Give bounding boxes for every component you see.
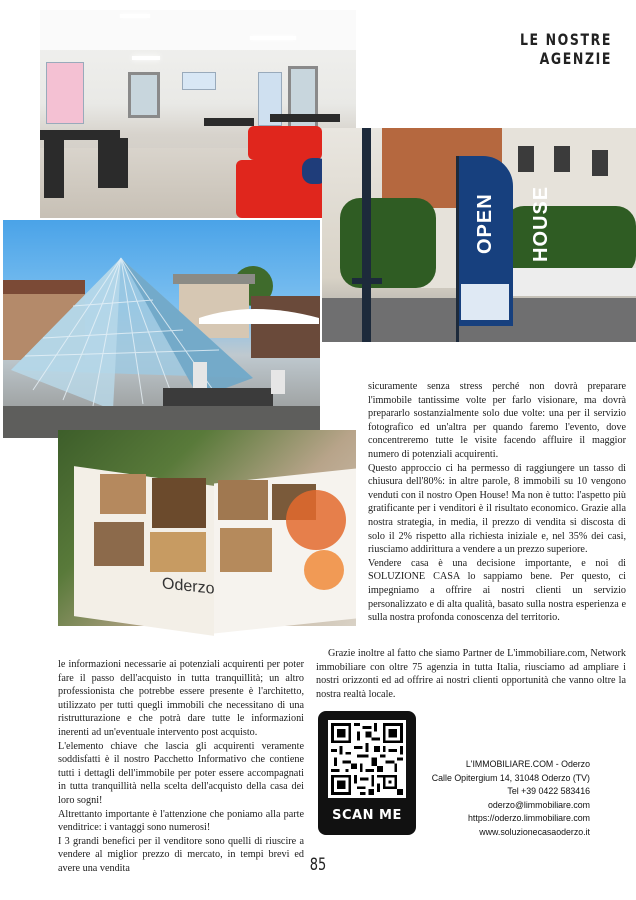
paragraph: sicuramente senza stress perché non dovrà preparare l'immobile tantissime volte per farlo visionare, ma dovrà prepararlo sostanzialmente solo due volte: una per il servizio fotografico ed un'altra per quando faremo l'evento, dove concentreremo tutte le visite facendo affluire il maggior numero di potenziali acquirenti.: [368, 381, 626, 460]
brochure-title: Oderzo: [162, 575, 215, 598]
open-house-flag-text: OPEN HOUSE: [474, 185, 552, 263]
agency-phone[interactable]: Tel +39 0422 583416: [507, 785, 590, 796]
text-column-left: [58, 658, 304, 876]
paragraph: L'elemento chiave che lascia gli acquirenti veramente soddisfatti è il nostro Pacchetto Informativo che contiene tutti i dettagli dell'immobile per poter essere accompagnati in tutta tranquillità nella scelta dell'acquisto della casa dei loro sogni!: [58, 740, 304, 806]
agency-email[interactable]: oderzo@limmobiliare.com: [487, 798, 590, 810]
scan-me-label: SCAN ME: [332, 808, 402, 823]
page-title: LE NOSTRE AGENZIE: [519, 30, 612, 68]
text-column-right: [368, 380, 626, 625]
paragraph: Grazie inoltre al fatto che siamo Partner de L'immobiliare.com, Network immobiliare con oltre 75 agenzia in tutta Italia, riusciamo ad ampliare i nostri orizzonti ed ad offrire ai nostri clienti opportunità che vanno oltre la nostra realtà locale.: [316, 648, 626, 700]
paragraph: I 3 grandi benefici per il venditore sono quelli di riuscire a vendere al miglior prezzo di mercato, in tempi brevi ed avere una vendita: [58, 835, 304, 874]
open-house-flag: [457, 156, 552, 326]
agency-website-link[interactable]: https://oderzo.limmobiliare.com: [468, 812, 590, 823]
paragraph: Vendere casa è una decisione importante, e noi di SOLUZIONE CASA lo sappiamo bene. Per questo, ci impegniamo a offrire ai nostri clienti un servizio personalizzato e di alta qualità, basato sulla nostra esperienza e sulla nostra profonda conoscenza del territorio.: [368, 557, 626, 624]
qr-code-box[interactable]: [318, 711, 416, 835]
brochure-photo: [58, 430, 356, 626]
open-house-photo: [322, 128, 636, 342]
paragraph: le informazioni necessarie ai potenziali acquirenti per poter fare il passo dell'acquisto in tutta tranquillità; un altro professionista che potrebbe essere presente è l'architetto, utilizzato per tutti quegli immobili che necessitano di una ristrutturazione e che potrà dare tutte le informazioni inerenti ad un'eventuale intervento post acquisto.: [58, 659, 304, 738]
glass-pyramid-photo: [3, 220, 320, 438]
text-column-right-lower: [316, 647, 626, 701]
paragraph: Questo approccio ci ha permesso di raggiungere un tasso di chiusura dell'80%: in altre parole, 8 immobili su 10 vengono venduti con il nostro Open House! Ma non è tutto: l'aspetto più gratificante per i venditori è il risultato economico. Grazie alla nostra strategia, in media, il prezzo di vendita si discosta di solo il 2% rispetto alla richiesta iniziale e, nel 35% dei casi, riusciamo addirittura a vendere a un prezzo superiore.: [368, 462, 626, 556]
contact-block: [430, 757, 590, 838]
qr-code-icon[interactable]: [328, 720, 406, 798]
paragraph: Altrettanto importante è l'attenzione che poniamo alla parte venditrice: i vantaggi sono numerosi!: [58, 808, 304, 834]
agency-address: Calle Opitergium 14, 31048 Oderzo (TV): [431, 771, 590, 783]
page-number: 85: [309, 855, 327, 876]
agency-name: L'IMMOBILIARE.COM - Oderzo: [465, 758, 590, 769]
agency-website-link-2[interactable]: www.soluzionecasaoderzo.it: [479, 825, 590, 837]
office-interior-photo: [40, 10, 356, 218]
